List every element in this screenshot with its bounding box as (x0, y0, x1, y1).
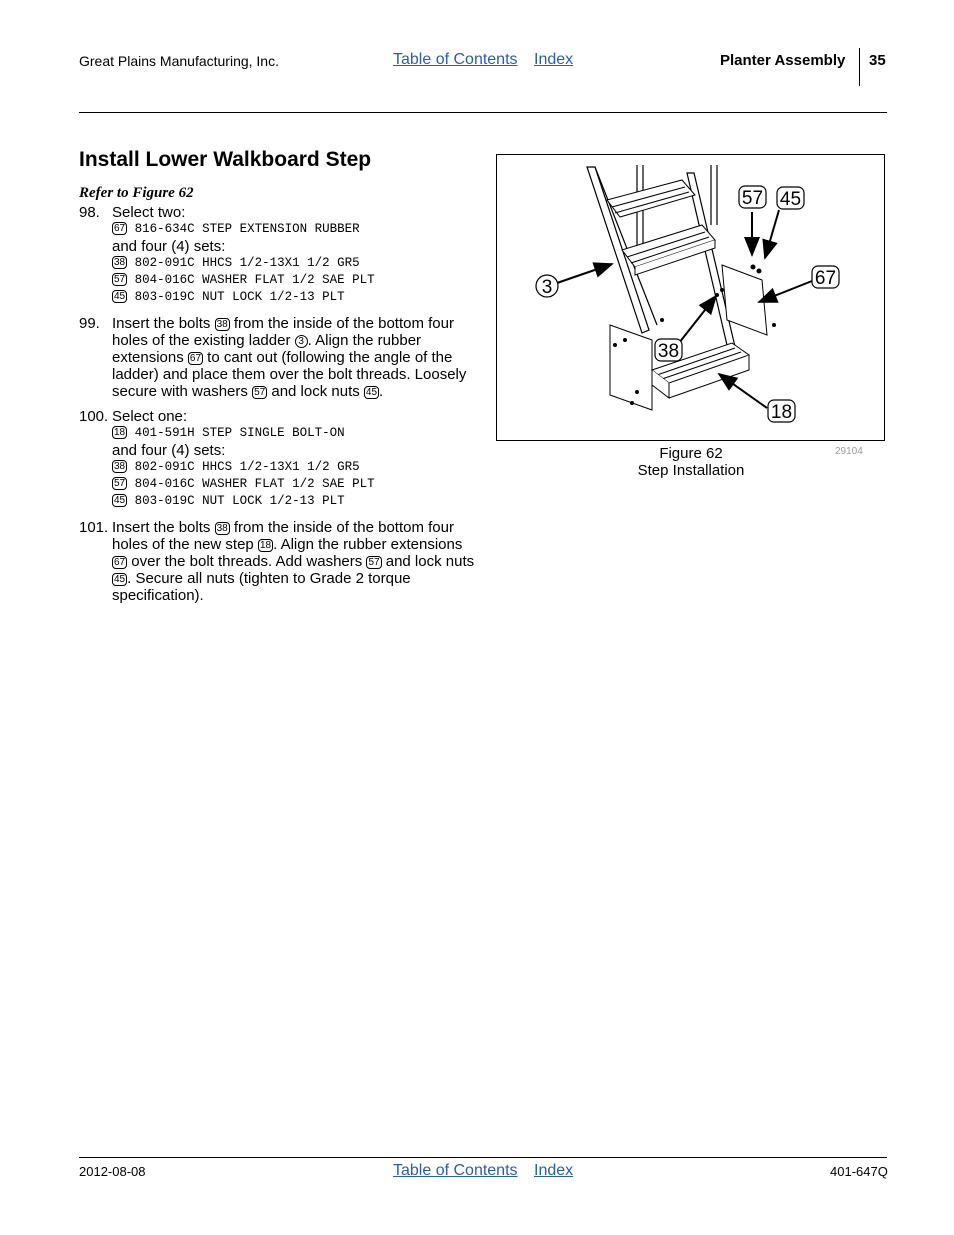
step-paragraph: Insert the bolts 38 from the inside of the bottom four holes of the new step 18 . Align the rubber extensions 67 over the bolt threads. Add washers 57 and lock nuts 45 . Secure all nuts (tighten to Grade 2 torque specification). (112, 519, 475, 604)
step-number: 99. (79, 315, 100, 332)
callout-badge: 57 (114, 478, 126, 489)
part-text: 804-016C WASHER FLAT 1/2 SAE PLT (134, 477, 375, 491)
callout-badge: 45 (114, 495, 126, 506)
part-line (112, 255, 479, 272)
part-text: 803-019C NUT LOCK 1/2-13 PLT (134, 290, 345, 304)
page-number: 35 (869, 52, 886, 69)
step-number: 101. (79, 519, 109, 536)
step-instruction: Select one: (112, 408, 188, 425)
part-line (112, 272, 479, 289)
part-line (112, 476, 479, 493)
callout-badge: 45 (365, 387, 378, 398)
callout-18-label: 18 (770, 402, 793, 423)
callout-67-label: 67 (814, 268, 837, 289)
part-text: 803-019C NUT LOCK 1/2-13 PLT (134, 494, 345, 508)
step-instruction: Select two: (112, 204, 186, 221)
callout-boxes (536, 186, 839, 422)
figure-62-illustration (496, 154, 885, 441)
step-number: 98. (79, 204, 100, 221)
part-line (112, 221, 479, 238)
header-index-link[interactable]: Index (534, 51, 574, 68)
callout-badge: 67 (189, 353, 202, 364)
step-instruction: and four (4) sets: (112, 238, 226, 255)
part-line (112, 459, 479, 476)
callout-badge: 57 (368, 557, 380, 568)
callout-badge: 45 (114, 574, 126, 585)
figure-number: Figure 62 (659, 445, 723, 462)
ladder-step-drawing (497, 155, 886, 442)
callout-57-label: 57 (741, 188, 764, 209)
callout-38-label: 38 (657, 341, 680, 362)
callout-badge: 67 (114, 223, 126, 234)
company-name: Great Plains Manufacturing, Inc. (79, 53, 279, 69)
footer-rule (79, 1157, 887, 1158)
figure-caption (600, 445, 782, 479)
callout-badge: 18 (259, 540, 272, 551)
part-text: 816-634C STEP EXTENSION RUBBER (134, 222, 360, 236)
callout-badge: 38 (114, 257, 126, 268)
callout-badge: 57 (254, 387, 266, 398)
figure-title: Step Installation (637, 462, 745, 479)
footer-toc-link[interactable]: Table of Contents (393, 1162, 518, 1179)
step-99 (79, 315, 479, 400)
part-line (112, 493, 479, 510)
section-title: Planter Assembly (720, 52, 846, 69)
callout-3-label: 3 (541, 277, 553, 298)
step-98 (79, 204, 479, 306)
callout-badge: 3 (295, 335, 308, 348)
figure-reference: Refer to Figure 62 (79, 185, 194, 201)
page-title: Install Lower Walkboard Step (79, 148, 372, 171)
header-rule (79, 112, 887, 113)
part-text: 804-016C WASHER FLAT 1/2 SAE PLT (134, 273, 375, 287)
header-divider (859, 48, 860, 86)
step-100 (79, 408, 479, 510)
step-instruction: and four (4) sets: (112, 442, 226, 459)
part-text: 401-591H STEP SINGLE BOLT-ON (134, 426, 345, 440)
callout-badge: 38 (216, 523, 228, 534)
figure-id: 29104 (835, 446, 863, 457)
callout-badge: 38 (114, 461, 126, 472)
part-line (112, 289, 479, 306)
part-line (112, 425, 479, 442)
step-number: 100. (79, 408, 109, 425)
footer-date: 2012-08-08 (79, 1164, 146, 1179)
step-101 (79, 519, 479, 604)
header-toc-link[interactable]: Table of Contents (393, 51, 518, 68)
callout-badge: 18 (114, 427, 126, 438)
callout-badge: 38 (216, 319, 228, 330)
part-text: 802-091C HHCS 1/2-13X1 1/2 GR5 (134, 460, 360, 474)
footer-index-link[interactable]: Index (534, 1162, 574, 1179)
part-text: 802-091C HHCS 1/2-13X1 1/2 GR5 (134, 256, 360, 270)
document-number: 401-647Q (830, 1164, 888, 1179)
callout-badge: 45 (114, 291, 126, 302)
callout-45-label: 45 (779, 189, 802, 210)
callout-badge: 57 (114, 274, 126, 285)
callout-badge: 67 (114, 557, 126, 568)
step-paragraph: Insert the bolts 38 from the inside of the bottom four holes of the existing ladder 3 . Align the rubber extensions 67 to cant out (following the angle of the ladder) and place them over the bolt threads. Loosely secure with washers 57 and lock nuts 45 . (112, 315, 467, 400)
